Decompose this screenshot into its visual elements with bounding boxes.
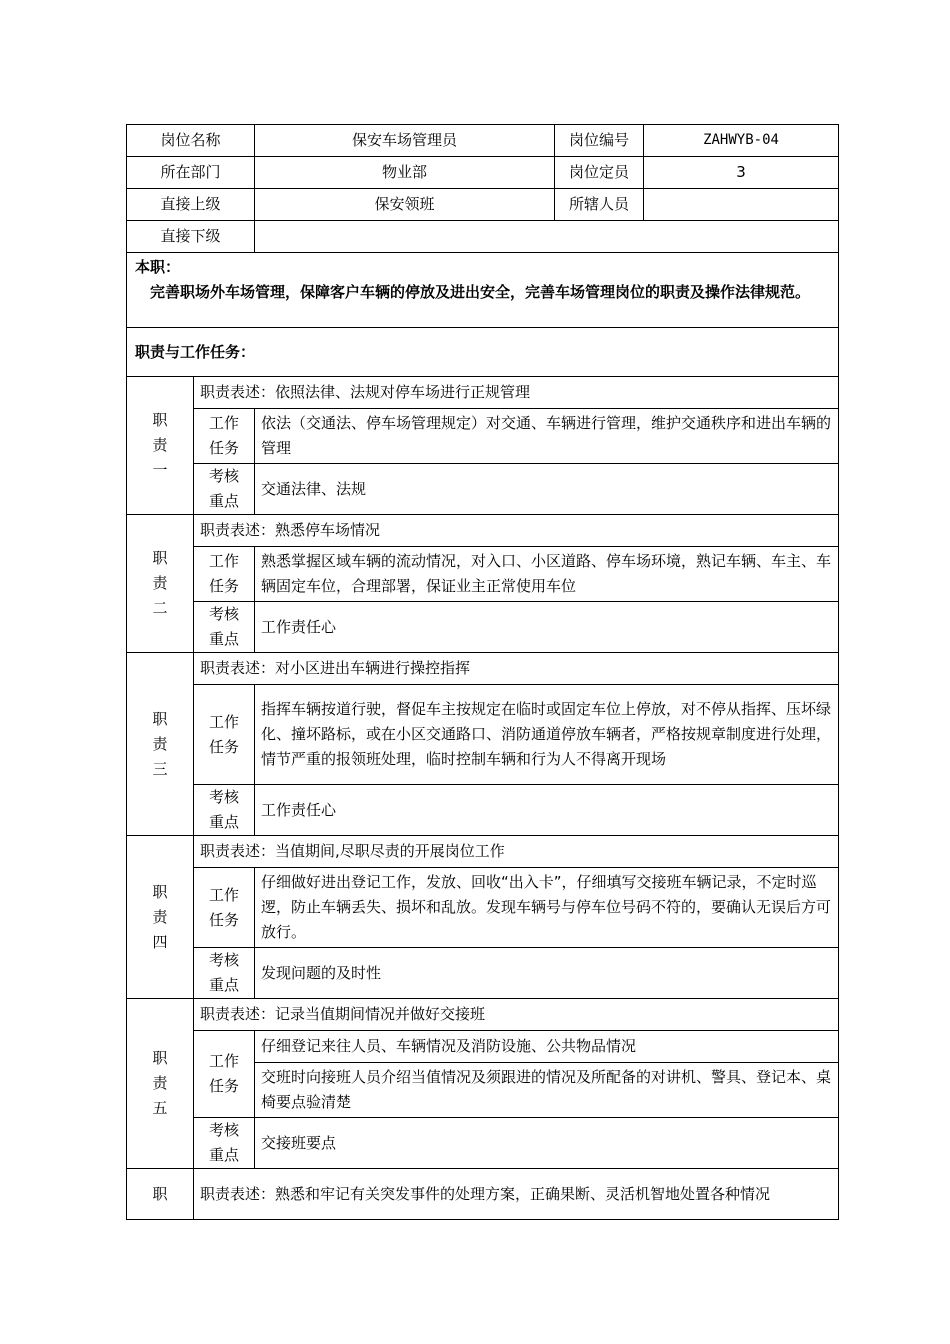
superior-value: 保安领班 (255, 189, 555, 221)
duties-title: 职责与工作任务： (127, 328, 839, 377)
main-duty-row (127, 253, 839, 328)
duty-3-label: 职责三 (127, 653, 194, 836)
post-name-label: 岗位名称 (127, 125, 255, 157)
duty-5-label: 职责五 (127, 999, 194, 1169)
duty-5-key-label: 考核 重点 (194, 1118, 255, 1169)
header-row-superior (127, 189, 839, 221)
duty-3-desc: 职责表述：对小区进出车辆进行操控指挥 (194, 653, 839, 685)
main-duty-title: 本职： (135, 258, 181, 276)
duty-4-task-row (127, 868, 839, 948)
post-name-value: 保安车场管理员 (255, 125, 555, 157)
duty-2-key-label: 考核 重点 (194, 602, 255, 653)
header-row-direct-sub (127, 221, 839, 253)
duty-2-key-text: 工作责任心 (255, 602, 839, 653)
post-code-value: ZAHWYB-04 (644, 125, 839, 157)
duty-2-task-text: 熟悉掌握区域车辆的流动情况，对入口、小区道路、停车场环境，熟记车辆、车主、车辆固定车位，合理部署，保证业主正常使用车位 (255, 547, 839, 602)
header-row-department (127, 157, 839, 189)
duty-2-task-label: 工作 任务 (194, 547, 255, 602)
duty-5-task-text-1: 仔细登记来往人员、车辆情况及消防设施、公共物品情况 (255, 1031, 839, 1063)
duty-3-task-row (127, 685, 839, 785)
duty-2-key-row (127, 602, 839, 653)
duty-3-key-row (127, 785, 839, 836)
duty-4-key-text: 发现问题的及时性 (255, 948, 839, 999)
duty-3-task-label: 工作 任务 (194, 685, 255, 785)
duty-1-desc: 职责表述：依照法律、法规对停车场进行正规管理 (194, 377, 839, 409)
duty-1-desc-row (127, 377, 839, 409)
job-description-table (126, 124, 839, 1220)
duty-1-key-label: 考核 重点 (194, 464, 255, 515)
subordinates-label: 所辖人员 (555, 189, 644, 221)
duty-6-desc: 职责表述：熟悉和牢记有关突发事件的处理方案，正确果断、灵活机智地处置各种情况 (194, 1169, 839, 1220)
duty-2-desc: 职责表述：熟悉停车场情况 (194, 515, 839, 547)
duty-4-key-label: 考核 重点 (194, 948, 255, 999)
main-duty-text: 完善职场外车场管理，保障客户车辆的停放及进出安全，完善车场管理岗位的职责及操作法律规范。 (150, 283, 811, 301)
headcount-value: 3 (644, 157, 839, 189)
duty-4-task-label: 工作 任务 (194, 868, 255, 948)
duty-1-task-row (127, 409, 839, 464)
duty-2-desc-row (127, 515, 839, 547)
duty-2-label: 职责二 (127, 515, 194, 653)
duty-5-task-label: 工作 任务 (194, 1031, 255, 1118)
duty-1-key-row (127, 464, 839, 515)
duty-5-desc: 职责表述：记录当值期间情况并做好交接班 (194, 999, 839, 1031)
duty-4-key-row (127, 948, 839, 999)
job-description-sheet (126, 124, 838, 1220)
duty-1-task-label: 工作 任务 (194, 409, 255, 464)
duty-2-task-row (127, 547, 839, 602)
duty-1-task-text: 依法（交通法、停车场管理规定）对交通、车辆进行管理，维护交通秩序和进出车辆的管理 (255, 409, 839, 464)
duty-5-key-text: 交接班要点 (255, 1118, 839, 1169)
duty-4-task-text: 仔细做好进出登记工作，发放、回收“出入卡”，仔细填写交接班车辆记录，不定时巡逻，防止车辆丢失、损坏和乱放。发现车辆号与停车位号码不符的，要确认无误后方可放行。 (255, 868, 839, 948)
duty-4-label: 职责四 (127, 836, 194, 999)
header-row-post (127, 125, 839, 157)
headcount-label: 岗位定员 (555, 157, 644, 189)
department-value: 物业部 (255, 157, 555, 189)
direct-sub-label: 直接下级 (127, 221, 255, 253)
duty-1-label: 职责一 (127, 377, 194, 515)
duty-5-key-row (127, 1118, 839, 1169)
duty-3-key-text: 工作责任心 (255, 785, 839, 836)
duty-4-desc-row (127, 836, 839, 868)
duty-6-desc-row (127, 1169, 839, 1220)
subordinates-value (644, 189, 839, 221)
post-code-label: 岗位编号 (555, 125, 644, 157)
duty-3-desc-row (127, 653, 839, 685)
duty-4-desc: 职责表述：当值期间,尽职尽责的开展岗位工作 (194, 836, 839, 868)
superior-label: 直接上级 (127, 189, 255, 221)
duty-5-task-row-1 (127, 1031, 839, 1063)
duty-1-key-text: 交通法律、法规 (255, 464, 839, 515)
department-label: 所在部门 (127, 157, 255, 189)
duties-title-row (127, 328, 839, 377)
duty-5-task-text-2: 交班时向接班人员介绍当值情况及须跟进的情况及所配备的对讲机、警具、登记本、桌椅要点验清楚 (255, 1063, 839, 1118)
duty-3-task-text: 指挥车辆按道行驶，督促车主按规定在临时或固定车位上停放，对不停从指挥、压坏绿化、撞坏路标，或在小区交通路口、消防通道停放车辆者，严格按规章制度进行处理，情节严重的报领班处理，临时控制车辆和行为人不得离开现场 (255, 685, 839, 785)
duty-5-desc-row (127, 999, 839, 1031)
main-duty-cell (127, 253, 839, 328)
duty-3-key-label: 考核 重点 (194, 785, 255, 836)
duty-6-label: 职 (127, 1169, 194, 1220)
direct-sub-value (255, 221, 839, 253)
